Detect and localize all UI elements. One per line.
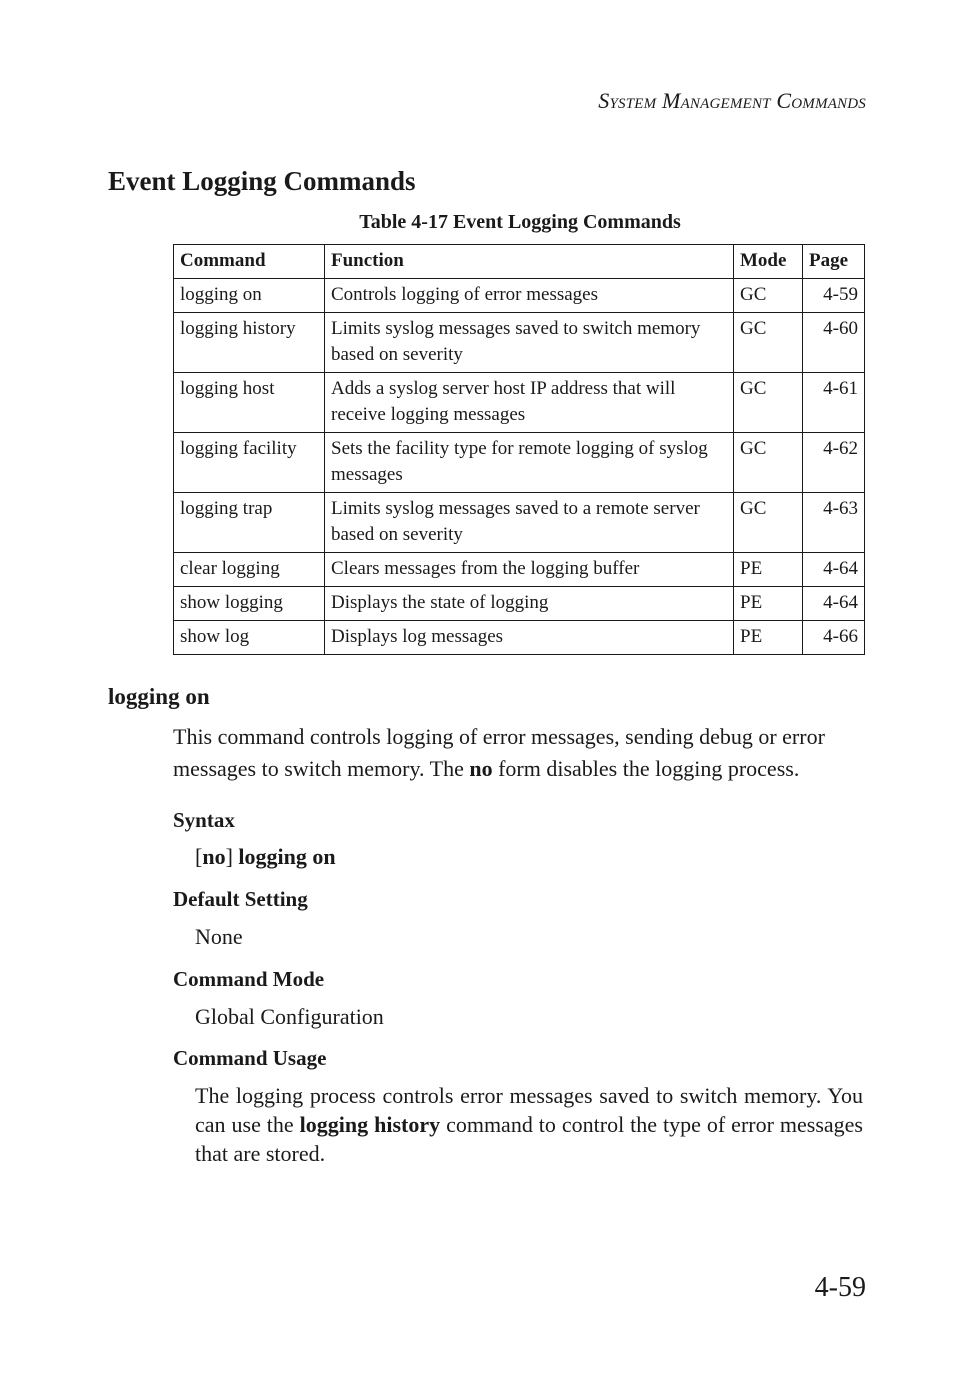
section-title: Event Logging Commands: [108, 166, 416, 196]
syntax-heading: Syntax: [173, 808, 235, 832]
cell-page: 4-64: [803, 553, 865, 587]
command-title: logging on: [108, 684, 210, 709]
intro-bold-no: no: [469, 756, 493, 781]
table-row: [174, 279, 865, 313]
syntax-no-keyword: no: [202, 844, 226, 869]
usage-text-end: command to control the type of error messages that are stored.: [195, 1112, 863, 1166]
table-row: [174, 587, 865, 621]
table-row: [174, 433, 865, 493]
cell-page: 4-60: [803, 313, 865, 373]
cell-mode: GC: [734, 279, 803, 313]
usage-bold-logging-history: logging history: [299, 1112, 441, 1137]
column-header-page: Page: [803, 245, 865, 279]
table-row: [174, 553, 865, 587]
table-header-row: [174, 245, 865, 279]
syntax-command: logging on: [238, 844, 336, 869]
cell-function: Limits syslog messages saved to a remote server based on severity: [325, 493, 734, 553]
cell-page: 4-61: [803, 373, 865, 433]
table-body: [174, 279, 865, 655]
command-mode-value: Global Configuration: [195, 1004, 384, 1029]
cell-mode: GC: [734, 493, 803, 553]
table-row: [174, 313, 865, 373]
cell-function: Sets the facility type for remote logging of syslog messages: [325, 433, 734, 493]
intro-text-end: form disables the logging process.: [492, 756, 800, 781]
table-row: [174, 493, 865, 553]
cell-page: 4-59: [803, 279, 865, 313]
cell-command: show logging: [174, 587, 325, 621]
intro-text: This command controls logging of error messages, sending debug or error messages to switch memory. The: [173, 724, 825, 781]
cell-function: Controls logging of error messages: [325, 279, 734, 313]
cell-page: 4-66: [803, 621, 865, 655]
column-header-function: Function: [325, 245, 734, 279]
syntax-line: [195, 842, 336, 871]
running-header: System Management Commands: [598, 88, 866, 113]
cell-mode: GC: [734, 313, 803, 373]
cell-mode: PE: [734, 553, 803, 587]
event-logging-commands-table: [173, 244, 865, 655]
cell-function: Displays the state of logging: [325, 587, 734, 621]
cell-command: logging on: [174, 279, 325, 313]
column-header-mode: Mode: [734, 245, 803, 279]
cell-function: Limits syslog messages saved to switch memory based on severity: [325, 313, 734, 373]
cell-command: clear logging: [174, 553, 325, 587]
cell-mode: PE: [734, 587, 803, 621]
cell-command: logging trap: [174, 493, 325, 553]
cell-mode: PE: [734, 621, 803, 655]
table-row: [174, 373, 865, 433]
command-usage-text: [195, 1081, 863, 1168]
cell-page: 4-64: [803, 587, 865, 621]
page-number: 4-59: [814, 1272, 866, 1303]
usage-text: The logging process controls error messages saved to switch memory. You can use the: [195, 1083, 863, 1137]
cell-mode: GC: [734, 373, 803, 433]
cell-function: Clears messages from the logging buffer: [325, 553, 734, 587]
table-caption: Table 4-17 Event Logging Commands: [359, 211, 681, 233]
cell-page: 4-63: [803, 493, 865, 553]
command-intro: [173, 721, 873, 785]
column-header-command: Command: [174, 245, 325, 279]
cell-command: logging host: [174, 373, 325, 433]
syntax-close-bracket: ]: [225, 844, 239, 869]
cell-mode: GC: [734, 433, 803, 493]
cell-command: logging facility: [174, 433, 325, 493]
cell-function: Displays log messages: [325, 621, 734, 655]
syntax-open-bracket: [: [195, 844, 203, 869]
default-setting-value: None: [195, 924, 243, 949]
command-mode-heading: Command Mode: [173, 967, 325, 991]
command-usage-heading: Command Usage: [173, 1046, 327, 1070]
default-setting-heading: Default Setting: [173, 887, 308, 911]
cell-function: Adds a syslog server host IP address that will receive logging messages: [325, 373, 734, 433]
table-row: [174, 621, 865, 655]
cell-command: logging history: [174, 313, 325, 373]
cell-page: 4-62: [803, 433, 865, 493]
cell-command: show log: [174, 621, 325, 655]
